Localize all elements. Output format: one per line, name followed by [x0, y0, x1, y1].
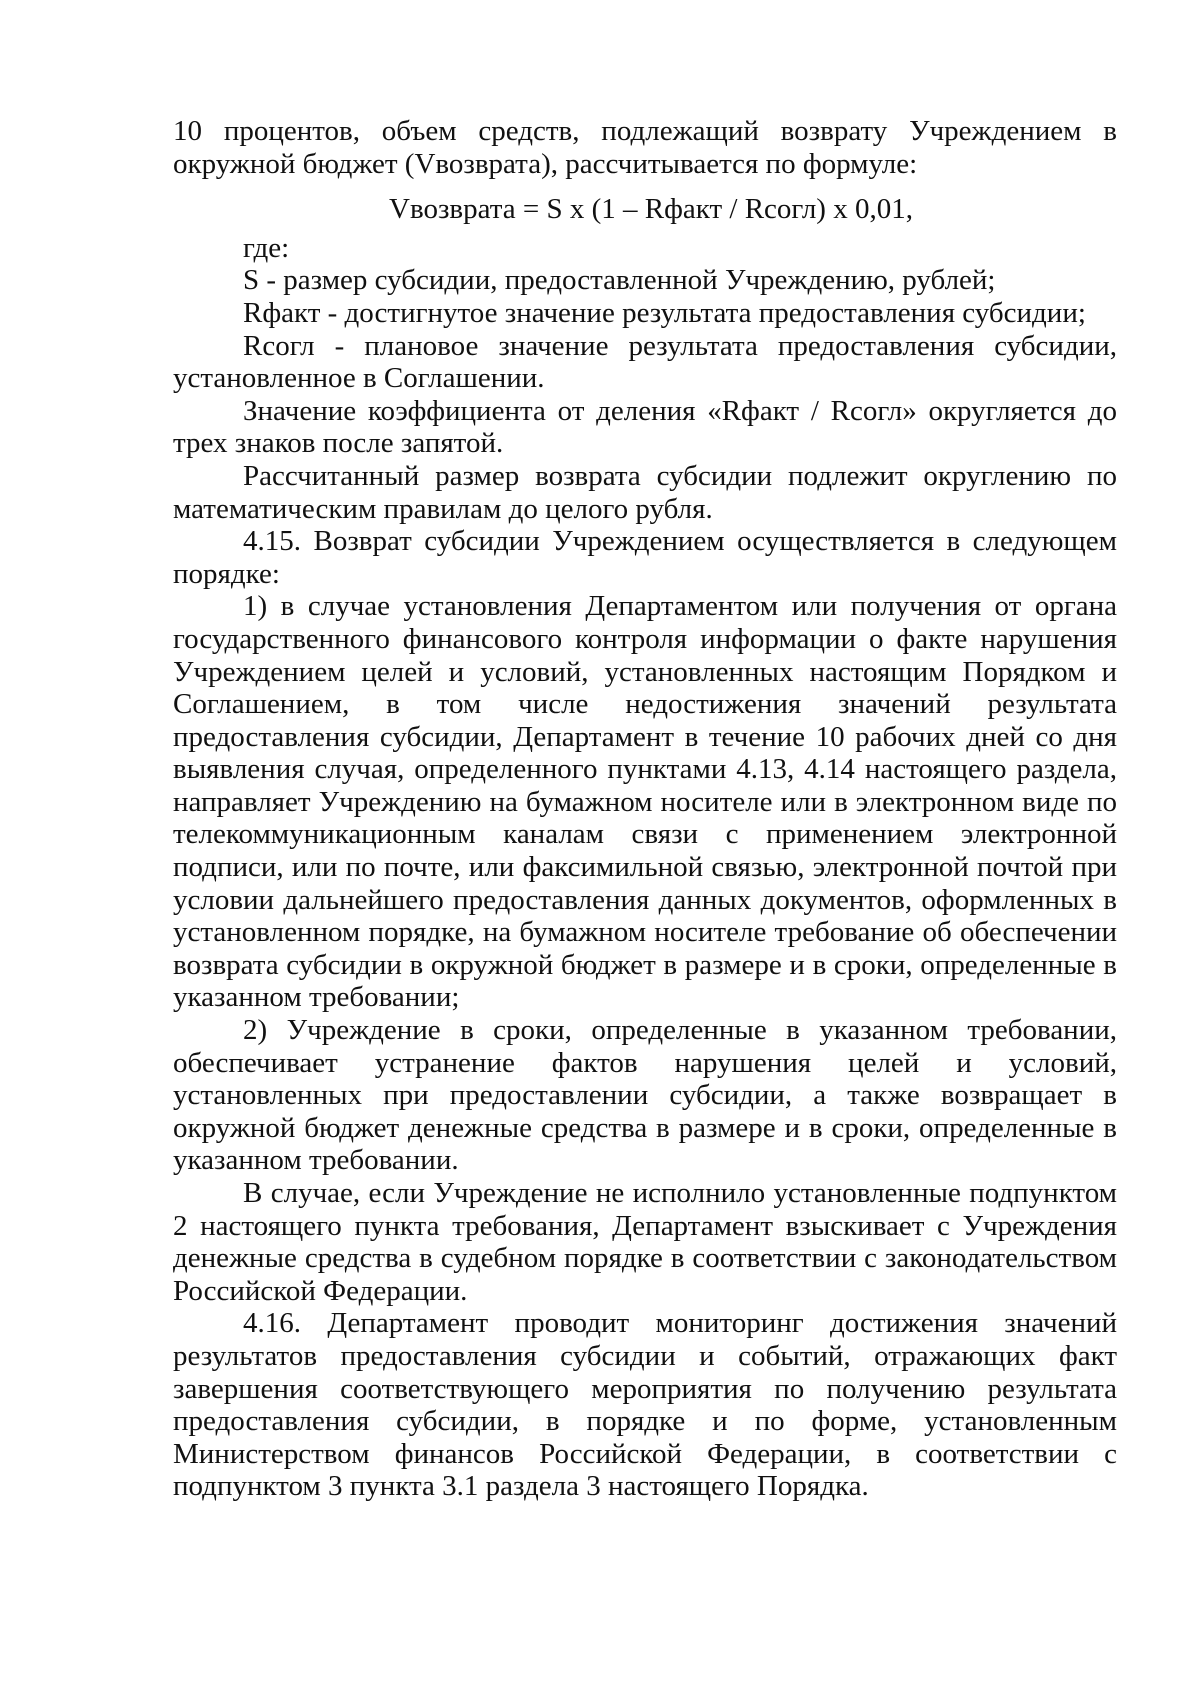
document-body	[173, 115, 1117, 1503]
formula-return-volume: Vвозврата = S x (1 – Rфакт / Rсогл) x 0,01,	[389, 193, 913, 226]
paragraph-4-16: 4.16. Департамент проводит мониторинг достижения значений результатов предоставления субсидии и событий, отражающих факт завершения соответствующего мероприятия по получению результата предоставления субсидии, в порядке и по форме, установленным Министерством финансов Российской Федерации, в соответствии с подпунктом 3 пункта 3.1 раздела 3 настоящего Порядка.	[173, 1307, 1117, 1503]
paragraph-4-15-item-2: 2) Учреждение в сроки, определенные в указанном требовании, обеспечивает устранение фактов нарушения целей и условий, установленных при предоставлении субсидии, а также возвращает в окружной бюджет денежные средства в размере и в сроки, определенные в указанном требовании.	[173, 1014, 1117, 1177]
paragraph-4-15-item-1: 1) в случае установления Департаментом или получения от органа государственного финансового контроля информации о факте нарушения Учреждением целей и условий, установленных настоящим Порядком и Соглашением, в том числе недостижения значений результата предоставления субсидии, Департамент в течение 10 рабочих дней со дня выявления случая, определенного пунктами 4.13, 4.14 настоящего раздела, направляет Учреждению на бумажном носителе или в электронном виде по телекоммуникационным каналам связи с применением электронной подписи, или по почте, или факсимильной связью, электронной почтой при условии дальнейшего предоставления данных документов, оформленных в установленном порядке, на бумажном носителе требование об обеспечении возврата субсидии в окружной бюджет в размере и в сроки, определенные в указанном требовании;	[173, 590, 1117, 1014]
paragraph-intro: 10 процентов, объем средств, подлежащий возврату Учреждением в окружной бюджет (Vвозврата), рассчитывается по формуле:	[173, 115, 1117, 180]
paragraph-4-15: 4.15. Возврат субсидии Учреждением осуществляется в следующем порядке:	[173, 525, 1117, 590]
paragraph-rsogl-definition: Rсогл - плановое значение результата предоставления субсидии, установленное в Соглашении.	[173, 329, 1117, 395]
paragraph-rfact-definition: Rфакт - достигнутое значение результата предоставления субсидии;	[243, 296, 1086, 329]
paragraph-coefficient-rounding: Значение коэффициента от деления «Rфакт / Rсогл» округляется до трех знаков после запятой.	[173, 394, 1117, 460]
paragraph-where: где:	[243, 231, 290, 264]
paragraph-sum-rounding: Рассчитанный размер возврата субсидии подлежит округлению по математическим правилам до целого рубля.	[173, 459, 1117, 525]
paragraph-enforcement: В случае, если Учреждение не исполнило установленные подпунктом 2 настоящего пункта требования, Департамент взыскивает с Учреждения денежные средства в судебном порядке в соответствии с законодательством Российской Федерации.	[173, 1177, 1117, 1307]
paragraph-s-definition: S - размер субсидии, предоставленной Учреждению, рублей;	[243, 264, 996, 297]
